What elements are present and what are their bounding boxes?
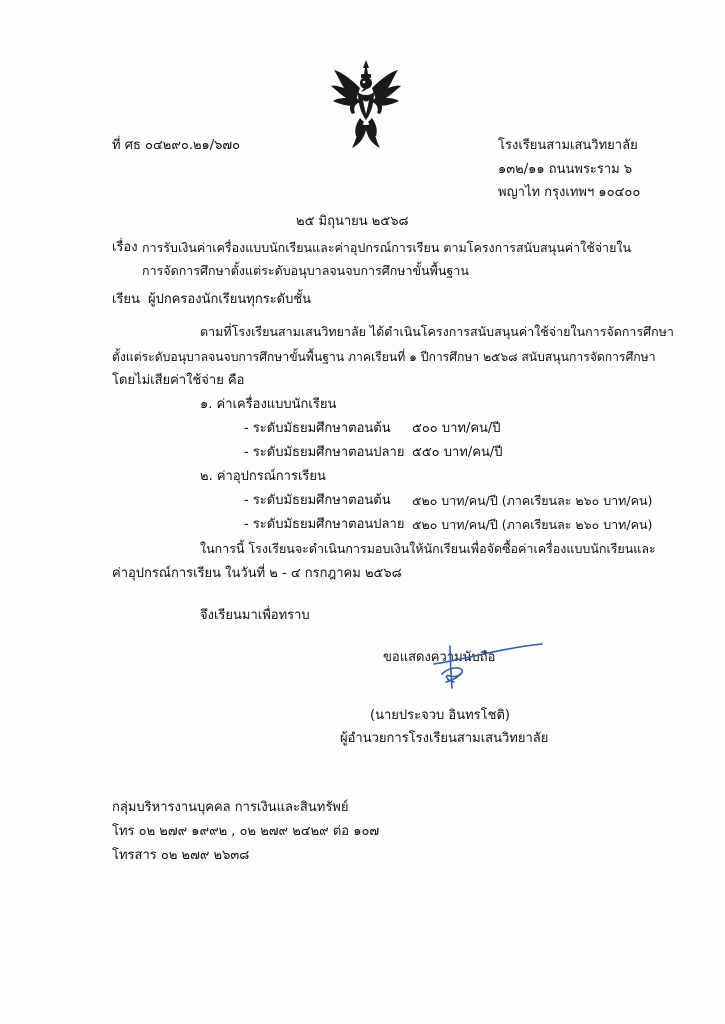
- closing-request: จึงเรียนมาเพื่อทราบ: [200, 608, 310, 623]
- item-1-row-2-value: ๕๕๐ บาท/คน/ปี: [412, 445, 503, 460]
- footer-department: กลุ่มบริหารงานบุคคล การเงินและสินทรัพย์: [112, 800, 349, 815]
- handwritten-signature: [432, 640, 552, 698]
- footer-phone: โทร ๐๒ ๒๗๙ ๑๙๙๒ , ๐๒ ๒๗๙ ๒๔๒๙ ต่อ ๑๐๗: [112, 824, 380, 839]
- body-paragraph-1-line-3: โดยไม่เสียค่าใช้จ่าย คือ: [112, 373, 245, 388]
- item-1-row-1-label: - ระดับมัธยมศึกษาตอนต้น: [244, 421, 391, 436]
- item-2-row-1-label: - ระดับมัธยมศึกษาตอนต้น: [244, 493, 391, 508]
- body-paragraph-2-line-2: ค่าอุปกรณ์การเรียน ในวันที่ ๒ - ๔ กรกฎาคม ๒๕๖๘: [112, 566, 402, 581]
- subject-label: เรื่อง: [112, 240, 138, 255]
- school-address-line-1: ๑๓๒/๑๑ ถนนพระราม ๖: [498, 162, 633, 177]
- signatory-position: ผู้อำนวยการโรงเรียนสามเสนวิทยาลัย: [340, 731, 549, 746]
- item-1-row-2-label: - ระดับมัธยมศึกษาตอนปลาย: [244, 445, 405, 460]
- school-name: โรงเรียนสามเสนวิทยาลัย: [498, 138, 638, 153]
- recipient-text: ผู้ปกครองนักเรียนทุกระดับชั้น: [148, 292, 312, 307]
- item-2-row-1-value: ๕๒๐ บาท/คน/ปี (ภาคเรียนละ ๒๖๐ บาท/คน): [412, 493, 653, 508]
- signatory-name: (นายประจวบ อินทรโชติ): [370, 708, 510, 723]
- footer-fax: โทรสาร ๐๒ ๒๗๙ ๒๖๓๘: [112, 848, 250, 863]
- item-1-title: ๑. ค่าเครื่องแบบนักเรียน: [200, 397, 337, 412]
- item-2-title: ๒. ค่าอุปกรณ์การเรียน: [200, 469, 326, 484]
- school-address-line-2: พญาไท กรุงเทพฯ ๑๐๔๐๐: [498, 185, 641, 200]
- body-paragraph-1-line-1: ตามที่โรงเรียนสามเสนวิทยาลัย ได้ดำเนินโครงการสนับสนุนค่าใช้จ่ายในการจัดการศึกษา: [200, 324, 674, 339]
- garuda-emblem-icon: [330, 58, 402, 150]
- body-paragraph-1-line-2: ตั้งแต่ระดับอนุบาลจนจบการศึกษาขั้นพื้นฐาน ภาคเรียนที่ ๑ ปีการศึกษา ๒๕๖๘ สนับสนุนการจัดการศึกษา: [112, 350, 656, 364]
- subject-line-1: การรับเงินค่าเครื่องแบบนักเรียนและค่าอุปกรณ์การเรียน ตามโครงการสนับสนุนค่าใช้จ่ายใน: [142, 240, 632, 255]
- body-paragraph-2-line-1: ในการนี้ โรงเรียนจะดำเนินการมอบเงินให้นักเรียนเพื่อจัดซื้อค่าเครื่องแบบนักเรียนและ: [200, 541, 656, 556]
- document-date: ๒๕ มิถุนายน ๒๕๖๘: [296, 214, 409, 229]
- document-number: ที่ ศธ ๐๔๒๙๐.๒๑/๖๗๐: [112, 138, 241, 153]
- item-2-row-2-label: - ระดับมัธยมศึกษาตอนปลาย: [244, 517, 405, 532]
- recipient-label: เรียน: [112, 292, 140, 307]
- item-2-row-2-value: ๕๒๐ บาท/คน/ปี (ภาคเรียนละ ๒๖๐ บาท/คน): [412, 517, 653, 532]
- closing-salutation: ขอแสดงความนับถือ: [383, 650, 496, 665]
- subject-line-2: การจัดการศึกษาตั้งแต่ระดับอนุบาลจนจบการศึกษาขั้นพื้นฐาน: [142, 263, 469, 278]
- item-1-row-1-value: ๕๐๐ บาท/คน/ปี: [412, 421, 501, 436]
